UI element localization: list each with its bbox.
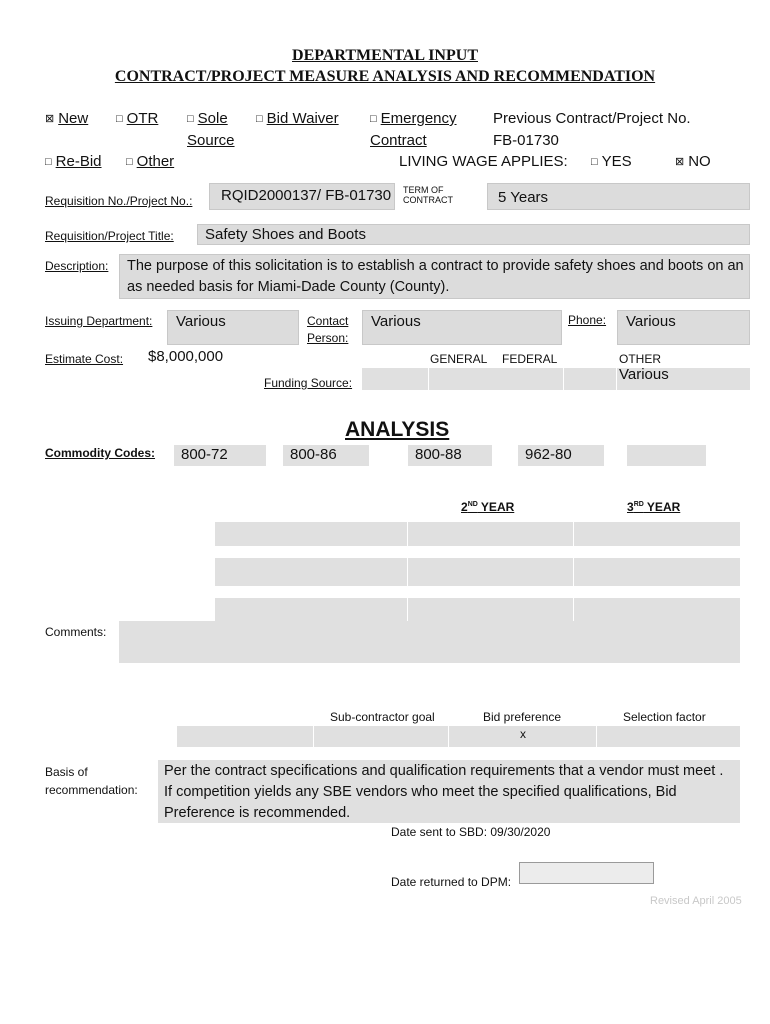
option-other[interactable]: □ Other	[126, 153, 175, 170]
funding-other-label: OTHER	[619, 352, 661, 366]
commodity-code-4: 962-80	[525, 446, 572, 463]
funding-source-fields	[362, 368, 750, 390]
date-sent-label: Date sent to SBD: 09/30/2020	[391, 825, 551, 839]
subcontractor-goal-label: Sub-contractor goal	[330, 710, 435, 724]
checkbox-icon[interactable]: □	[126, 156, 133, 168]
form-title: DEPARTMENTAL INPUT	[292, 47, 478, 64]
term-label: TERM OF CONTRACT	[403, 185, 453, 205]
contact-person-value: Various	[371, 313, 421, 330]
year-2-header: 2ND YEAR	[461, 500, 515, 514]
commodity-code-field-1[interactable]	[174, 445, 266, 466]
analysis-cell[interactable]	[574, 522, 740, 546]
commodity-code-field-2[interactable]	[283, 445, 369, 466]
checkbox-icon[interactable]: □	[256, 113, 263, 125]
description-label: Description:	[45, 259, 109, 273]
commodity-code-2: 800-86	[290, 446, 337, 463]
contact-person-label: Contact Person:	[307, 314, 349, 345]
basis-label: Basis of recommendation:	[45, 765, 138, 797]
analysis-cell[interactable]	[408, 598, 574, 622]
date-returned-label: Date returned to DPM:	[391, 875, 512, 889]
project-title-value: Safety Shoes and Boots	[205, 226, 366, 243]
funding-general-label: GENERAL	[430, 352, 488, 366]
issuing-department-label: Issuing Department:	[45, 314, 153, 328]
phone-value: Various	[626, 313, 676, 330]
comments-field[interactable]	[119, 621, 740, 663]
funding-federal-field[interactable]	[429, 368, 564, 390]
year-3-header: 3RD YEAR	[627, 500, 681, 514]
living-wage-label: LIVING WAGE APPLIES:	[399, 153, 568, 170]
term-value: 5 Years	[498, 189, 549, 206]
term-field[interactable]	[487, 183, 750, 210]
checkbox-checked-icon[interactable]: ⊠	[675, 156, 685, 168]
basis-field[interactable]	[158, 760, 740, 823]
checkbox-icon[interactable]: □	[116, 113, 123, 125]
analysis-cell[interactable]	[574, 598, 740, 622]
option-bid-waiver[interactable]: □ Bid Waiver	[256, 110, 339, 127]
phone-label: Phone:	[568, 313, 607, 327]
project-title-label: Requisition/Project Title:	[45, 229, 174, 243]
selection-factor-label: Selection factor	[623, 710, 706, 724]
description-line-2: as needed basis for Miami-Dade County (County).	[127, 279, 450, 295]
comments-label: Comments:	[45, 625, 107, 639]
commodity-code-field-3[interactable]	[408, 445, 492, 466]
funding-general-field[interactable]	[362, 368, 429, 390]
analysis-row-2	[215, 558, 740, 586]
basis-line-2: If competition yields any SBE vendors who meet the specified qualifications, Bid	[164, 784, 677, 800]
bid-preference-field[interactable]	[449, 726, 597, 747]
checkbox-icon[interactable]: □	[370, 113, 377, 125]
requisition-field[interactable]	[209, 183, 395, 210]
option-sole-source[interactable]: □ Sole	[187, 110, 228, 127]
checkbox-icon[interactable]: □	[45, 156, 52, 168]
analysis-cell[interactable]	[408, 558, 574, 586]
contact-person-field[interactable]	[362, 310, 562, 345]
commodity-code-field-5[interactable]	[627, 445, 706, 466]
previous-contract-label: Previous Contract/Project No.	[493, 110, 691, 127]
estimate-cost-label: Estimate Cost:	[45, 352, 124, 366]
issuing-department-value: Various	[176, 313, 226, 330]
date-returned-field[interactable]	[519, 862, 654, 884]
requisition-label: Requisition No./Project No.:	[45, 194, 193, 208]
commodity-codes-label: Commodity Codes:	[45, 446, 156, 460]
living-wage-yes[interactable]: □ YES	[591, 153, 632, 170]
description-field[interactable]	[119, 254, 750, 299]
description-line-1: The purpose of this solicitation is to establish a contract to provide safety shoes and boots on an	[127, 258, 744, 274]
selection-factor-field[interactable]	[597, 726, 740, 747]
analysis-cell[interactable]	[408, 522, 574, 546]
commodity-code-field-4[interactable]	[518, 445, 604, 466]
option-new[interactable]: ⊠ New	[45, 110, 89, 127]
commodity-code-3: 800-88	[415, 446, 462, 463]
requisition-value: RQID2000137/ FB-01730	[221, 187, 392, 204]
option-rebid[interactable]: □ Re-Bid	[45, 153, 102, 170]
basis-line-1: Per the contract specifications and qualification requirements that a vendor must meet .	[164, 763, 724, 779]
analysis-cell[interactable]	[574, 558, 740, 586]
checkbox-checked-icon[interactable]: ⊠	[45, 113, 55, 125]
estimate-cost-value: $8,000,000	[148, 348, 224, 365]
funding-blank-field[interactable]	[564, 368, 617, 390]
analysis-cell[interactable]	[215, 522, 408, 546]
living-wage-no[interactable]: ⊠ NO	[675, 153, 711, 170]
measure-cell[interactable]	[177, 726, 314, 747]
funding-other-field[interactable]	[617, 368, 750, 390]
previous-contract-value: FB-01730	[493, 132, 559, 149]
commodity-code-1: 800-72	[181, 446, 228, 463]
analysis-row-1	[215, 522, 740, 546]
funding-other-value: Various	[619, 366, 669, 383]
project-title-field[interactable]	[197, 224, 750, 245]
revised-note: Revised April 2005	[650, 895, 742, 907]
form-subtitle: CONTRACT/PROJECT MEASURE ANALYSIS AND RECOMMENDATION	[114, 68, 656, 85]
funding-federal-label: FEDERAL	[502, 352, 558, 366]
subcontractor-goal-field[interactable]	[314, 726, 449, 747]
option-emergency[interactable]: □ Emergency	[370, 110, 457, 127]
issuing-department-field[interactable]	[167, 310, 299, 345]
checkbox-icon[interactable]: □	[591, 156, 598, 168]
basis-line-3: Preference is recommended.	[164, 805, 351, 821]
option-otr[interactable]: □ OTR	[116, 110, 159, 127]
checkbox-icon[interactable]: □	[187, 113, 194, 125]
analysis-cell[interactable]	[215, 598, 408, 622]
phone-field[interactable]	[617, 310, 750, 345]
option-sole-source-line2: Source	[187, 132, 235, 149]
analysis-cell[interactable]	[215, 558, 408, 586]
bid-preference-label: Bid preference	[483, 710, 562, 724]
analysis-heading: ANALYSIS	[345, 418, 450, 441]
bid-preference-mark: x	[520, 727, 526, 741]
funding-source-label: Funding Source:	[264, 376, 353, 390]
measures-row	[177, 726, 740, 747]
option-emergency-line2: Contract	[370, 132, 427, 149]
analysis-row-3	[215, 598, 740, 622]
